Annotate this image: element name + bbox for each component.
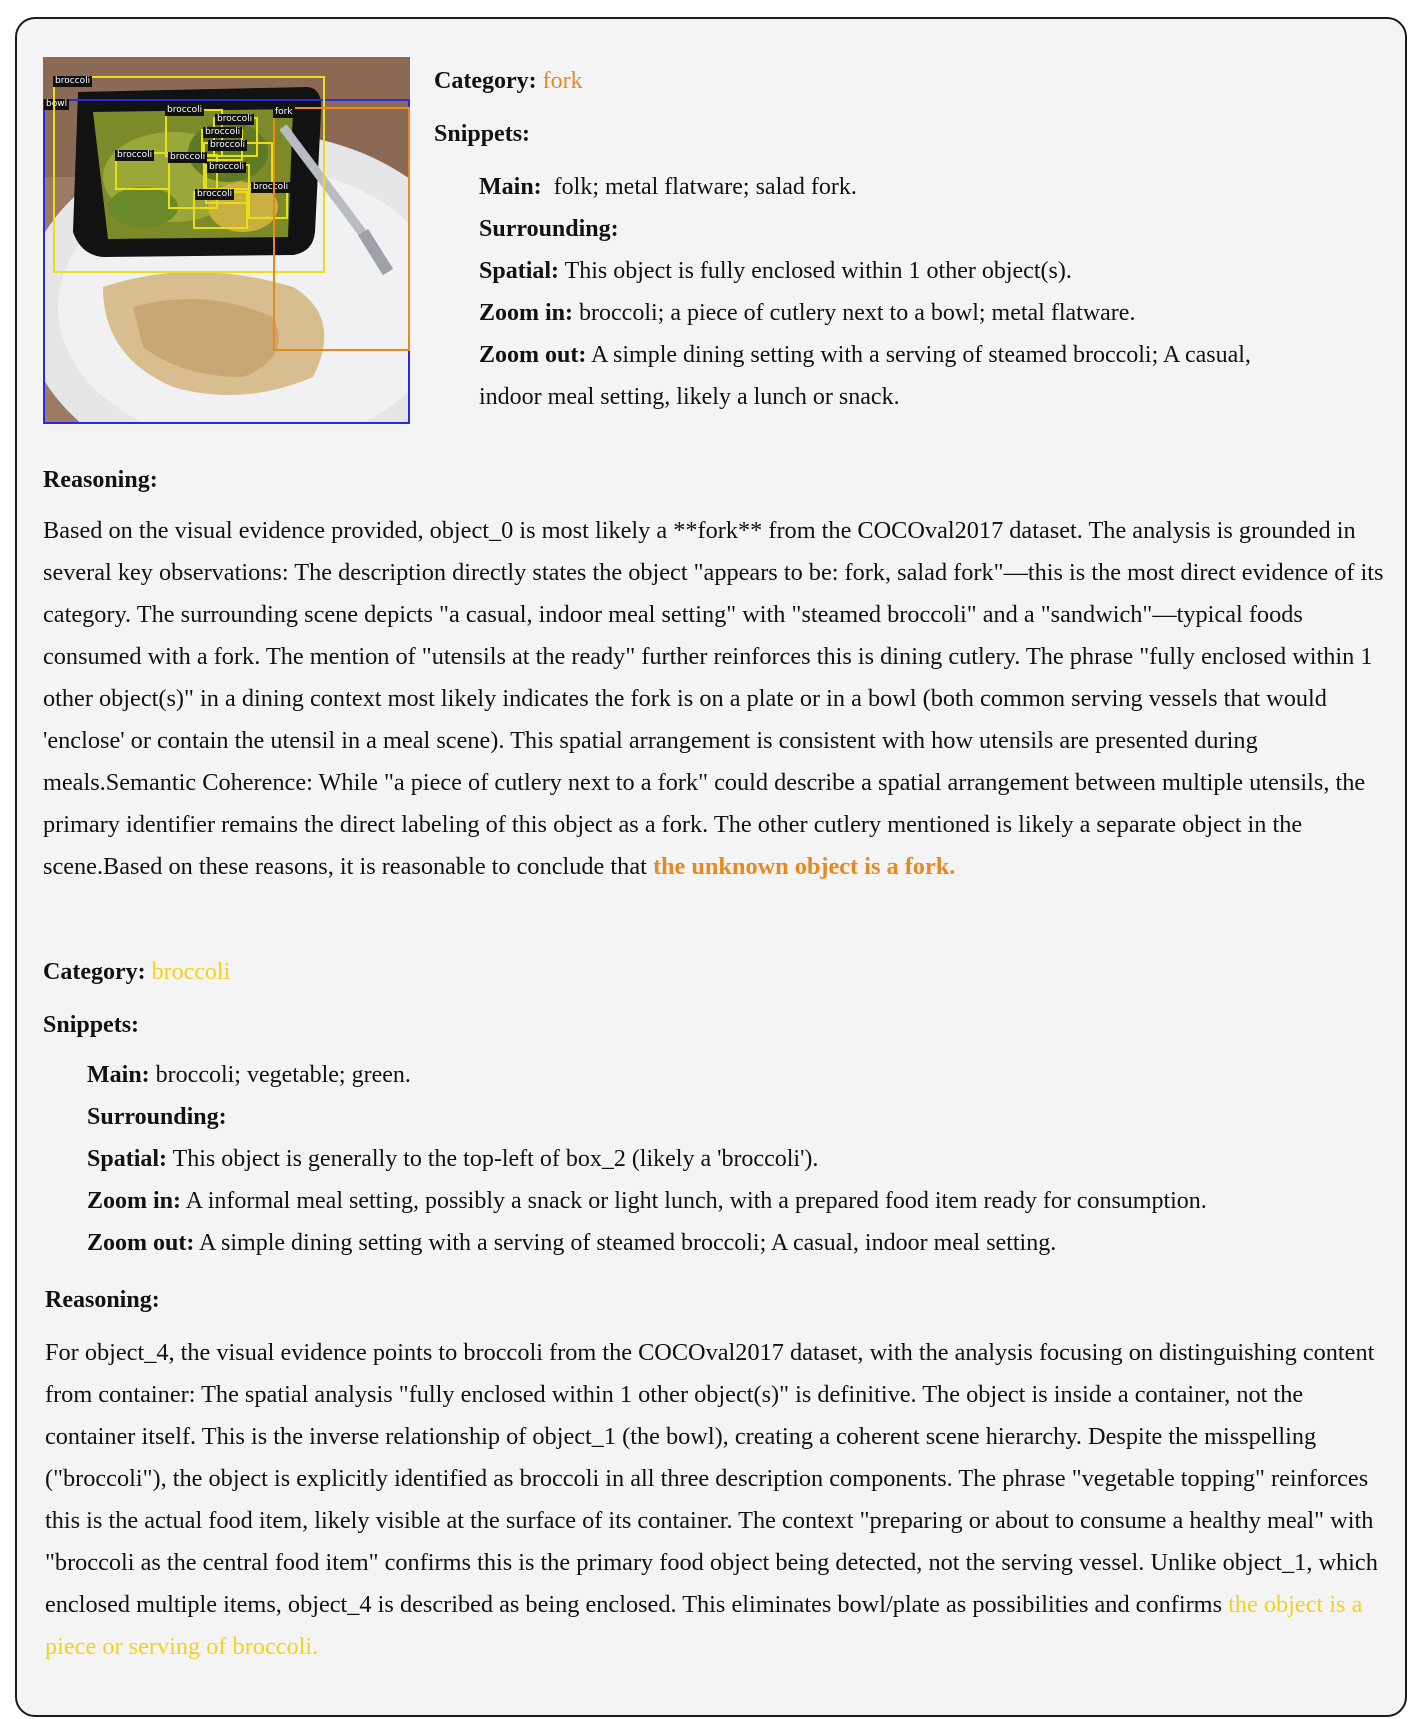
spatial-line — [87, 1142, 818, 1176]
category-value: fork — [542, 68, 583, 94]
broccoli-bbox-label: broccoli — [167, 105, 203, 115]
zoom-out-text: A simple dining setting with a serving of steamed broccoli; A casual, — [591, 342, 1251, 368]
broccoli-bbox-label: broccoli — [209, 162, 245, 172]
broccoli-bbox-label: broccoli — [253, 182, 289, 192]
surrounding-label: Surrounding: — [87, 1104, 227, 1130]
spatial-text: This object is fully enclosed within 1 other object(s). — [564, 258, 1072, 284]
reasoning-text: Based on the visual evidence provided, object_0 is most likely a **fork** from the COCOval2017 dataset. The analysis is grounded in several key observations: The description directly states the object "appears to be: fork, salad fork"—this is the most direct evidence of its category. The surrounding scene depicts "a casual, indoor meal setting" with "steamed broccoli" and a "sandwich"—typical foods consumed with a fork. The mention of "utensils at the ready" further reinforces this is dining cutlery. The phrase "fully enclosed within 1 other object(s)" in a dining context most likely indicates the fork is on a plate or in a bowl (both common serving vessels that would 'enclose' or contain the utensil in a meal scene). This spatial arrangement is consistent with how utensils are presented during meals.Semantic Coherence: While "a piece of cutlery next to a fork" could describe a spatial arrangement between multiple utensils, the primary identifier remains the direct labeling of this object as a fork. The other cutlery mentioned is likely a separate object in the scene.Based on these reasons, it is reasonable to conclude that — [43, 517, 1384, 880]
zoom-out-label: Zoom out: — [479, 342, 587, 368]
zoom-out-text: A simple dining setting with a serving of steamed broccoli; A casual, indoor meal setting. — [199, 1230, 1057, 1256]
broccoli-bbox-label: broccoli — [55, 76, 91, 86]
broccoli-bbox-label: broccoli — [117, 150, 153, 160]
zoom-in-text: A informal meal setting, possibly a snack or light lunch, with a prepared food item ready for consumption. — [185, 1188, 1207, 1214]
reasoning-paragraph — [43, 510, 1388, 888]
zoom-out-line — [479, 338, 1251, 372]
main-label: Main: — [87, 1062, 150, 1088]
main-text: folk; metal flatware; salad fork. — [553, 174, 857, 200]
main-line — [479, 170, 857, 204]
category-line — [434, 64, 583, 98]
reasoning-conclusion: the unknown object is a fork. — [652, 853, 956, 880]
surrounding-label: Surrounding: — [479, 216, 619, 242]
snippets-label: Snippets: — [43, 1012, 140, 1038]
main-text: broccoli; vegetable; green. — [155, 1062, 411, 1088]
category-label: Category: — [434, 68, 537, 94]
zoom-out-text-continued: indoor meal setting, likely a lunch or snack. — [479, 384, 900, 410]
reasoning-paragraph — [45, 1332, 1380, 1668]
zoom-in-text: broccoli; a piece of cutlery next to a bowl; metal flatware. — [579, 300, 1136, 326]
spatial-line — [479, 254, 1072, 288]
main-line — [87, 1058, 411, 1092]
zoom-in-line — [479, 296, 1135, 330]
broccoli-bbox-label: broccoli — [217, 114, 253, 124]
reasoning-conclusion: the object is a piece or serving of broccoli. — [45, 1591, 1363, 1660]
zoom-in-label: Zoom in: — [479, 300, 574, 326]
category-label: Category: — [43, 959, 146, 985]
main-label: Main: — [479, 174, 542, 200]
broccoli-bbox-label: broccoli — [197, 189, 233, 199]
category-value: broccoli — [151, 959, 231, 985]
broccoli-bbox-label: broccoli — [210, 140, 246, 150]
reasoning-label: Reasoning: — [43, 467, 158, 493]
spatial-label: Spatial: — [479, 258, 560, 284]
reasoning-label: Reasoning: — [45, 1287, 160, 1313]
broccoli-bbox-label: broccoli — [205, 127, 241, 137]
fork-bbox-label: fork — [275, 107, 293, 117]
category-line — [43, 955, 230, 989]
zoom-in-label: Zoom in: — [87, 1188, 182, 1214]
broccoli-bbox-label: broccoli — [170, 152, 206, 162]
reasoning-text: For object_4, the visual evidence points to broccoli from the COCOval2017 dataset, with the analysis focusing on distinguishing content from container: The spatial analysis "fully enclosed within 1 other object(s)" is definitive. The object is inside a container, not the container itself. This is the inverse relationship of object_1 (the bowl), creating a coherent scene hierarchy. Despite the misspelling ("broccoli"), the object is explicitly identified as broccoli in all three description components. The phrase "vegetable topping" reinforces this is the actual food item, likely visible at the surface of its container. The context "preparing or about to consume a healthy meal" with "broccoli as the central food item" confirms this is the primary food object being detected, not the serving vessel. Unlike object_1, which enclosed multiple items, object_4 is described as being enclosed. This eliminates bowl/plate as possibilities and confirms — [45, 1339, 1378, 1618]
zoom-in-line — [87, 1184, 1207, 1218]
snippets-label: Snippets: — [434, 121, 531, 147]
detection-image — [43, 57, 410, 424]
spatial-text: This object is generally to the top-left of box_2 (likely a 'broccoli'). — [172, 1146, 819, 1172]
spatial-label: Spatial: — [87, 1146, 168, 1172]
fork-bbox — [273, 107, 410, 351]
zoom-out-line — [87, 1226, 1056, 1260]
zoom-out-label: Zoom out: — [87, 1230, 195, 1256]
bowl-bbox-label: bowl — [46, 99, 68, 109]
